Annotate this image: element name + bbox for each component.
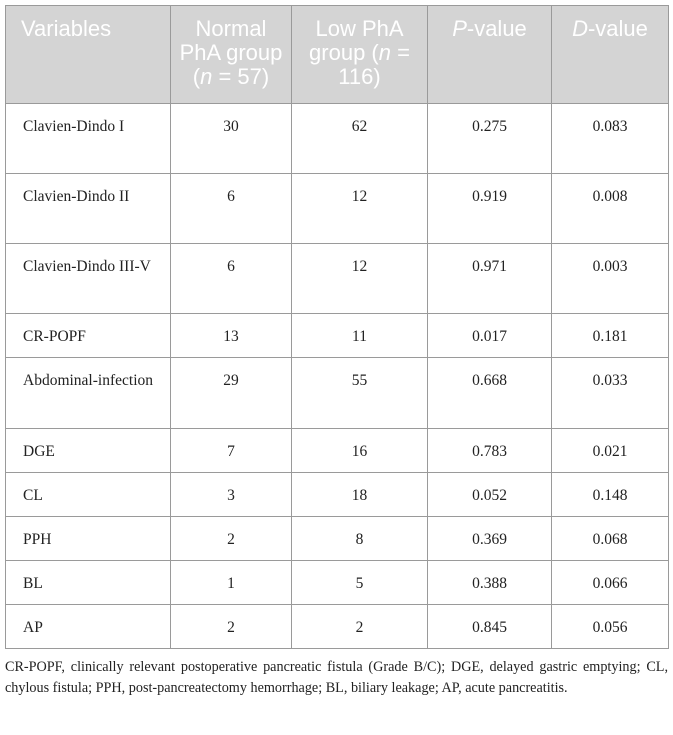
cell-low: 16 <box>292 429 428 473</box>
cell-variable: DGE <box>6 429 171 473</box>
header-normal-count: = 57) <box>212 64 270 89</box>
table-row <box>6 473 669 517</box>
header-d-letter: D <box>572 16 588 41</box>
header-p-suffix: -value <box>466 16 527 41</box>
header-p-letter: P <box>452 16 467 41</box>
cell-variable: PPH <box>6 517 171 561</box>
cell-p-value: 0.919 <box>428 174 552 244</box>
cell-p-value: 0.783 <box>428 429 552 473</box>
table-body <box>6 104 669 649</box>
cell-normal: 1 <box>171 561 292 605</box>
cell-normal: 2 <box>171 605 292 649</box>
header-low-label: Low PhA group ( <box>309 16 404 65</box>
cell-d-value: 0.021 <box>552 429 669 473</box>
header-normal-label: Normal PhA group ( <box>179 16 283 89</box>
cell-normal: 3 <box>171 473 292 517</box>
cell-normal: 13 <box>171 314 292 358</box>
table-row <box>6 244 669 314</box>
cell-variable: CR-POPF <box>6 314 171 358</box>
table-header <box>6 6 669 104</box>
cell-low: 2 <box>292 605 428 649</box>
cell-p-value: 0.275 <box>428 104 552 174</box>
cell-d-value: 0.056 <box>552 605 669 649</box>
table-row <box>6 517 669 561</box>
table-row <box>6 605 669 649</box>
cell-variable: Clavien-Dindo II <box>6 174 171 244</box>
header-p-value <box>428 6 552 104</box>
cell-normal: 6 <box>171 244 292 314</box>
cell-d-value: 0.181 <box>552 314 669 358</box>
cell-p-value: 0.845 <box>428 605 552 649</box>
cell-d-value: 0.008 <box>552 174 669 244</box>
cell-p-value: 0.388 <box>428 561 552 605</box>
header-variables <box>6 6 171 104</box>
cell-normal: 7 <box>171 429 292 473</box>
cell-low: 5 <box>292 561 428 605</box>
cell-low: 12 <box>292 174 428 244</box>
cell-p-value: 0.668 <box>428 358 552 429</box>
cell-normal: 29 <box>171 358 292 429</box>
cell-d-value: 0.083 <box>552 104 669 174</box>
cell-low: 62 <box>292 104 428 174</box>
cell-d-value: 0.148 <box>552 473 669 517</box>
header-low-count: = 116) <box>338 40 410 89</box>
complications-table-container <box>5 5 668 699</box>
table-row <box>6 174 669 244</box>
cell-d-value: 0.066 <box>552 561 669 605</box>
complications-table <box>5 5 669 649</box>
table-row <box>6 561 669 605</box>
table-row <box>6 104 669 174</box>
cell-p-value: 0.971 <box>428 244 552 314</box>
table-footnote: CR-POPF, clinically relevant postoperative pancreatic fistula (Grade B/C); DGE, delayed gastric emptying; CL, chylous fistula; PPH, post-pancreatectomy hemorrhage; BL, biliary leakage; AP, acute pancreatitis. <box>5 659 668 696</box>
table-row <box>6 429 669 473</box>
cell-p-value: 0.369 <box>428 517 552 561</box>
cell-low: 55 <box>292 358 428 429</box>
cell-variable: Clavien-Dindo III-V <box>6 244 171 314</box>
cell-d-value: 0.003 <box>552 244 669 314</box>
header-normal-pha-group <box>171 6 292 104</box>
cell-low: 18 <box>292 473 428 517</box>
cell-p-value: 0.052 <box>428 473 552 517</box>
cell-variable: AP <box>6 605 171 649</box>
cell-variable: CL <box>6 473 171 517</box>
cell-low: 12 <box>292 244 428 314</box>
header-variables-label: Variables <box>21 16 112 41</box>
cell-d-value: 0.068 <box>552 517 669 561</box>
cell-variable: BL <box>6 561 171 605</box>
cell-normal: 6 <box>171 174 292 244</box>
cell-d-value: 0.033 <box>552 358 669 429</box>
header-row <box>6 6 669 104</box>
cell-normal: 30 <box>171 104 292 174</box>
cell-variable: Clavien-Dindo I <box>6 104 171 174</box>
table-row <box>6 314 669 358</box>
header-normal-n: n <box>200 64 213 89</box>
header-d-suffix: -value <box>587 16 648 41</box>
cell-variable: Abdominal-infection <box>6 358 171 429</box>
cell-normal: 2 <box>171 517 292 561</box>
table-row <box>6 358 669 429</box>
cell-low: 11 <box>292 314 428 358</box>
header-d-value <box>552 6 669 104</box>
cell-low: 8 <box>292 517 428 561</box>
header-low-pha-group <box>292 6 428 104</box>
cell-p-value: 0.017 <box>428 314 552 358</box>
header-low-n: n <box>378 40 391 65</box>
